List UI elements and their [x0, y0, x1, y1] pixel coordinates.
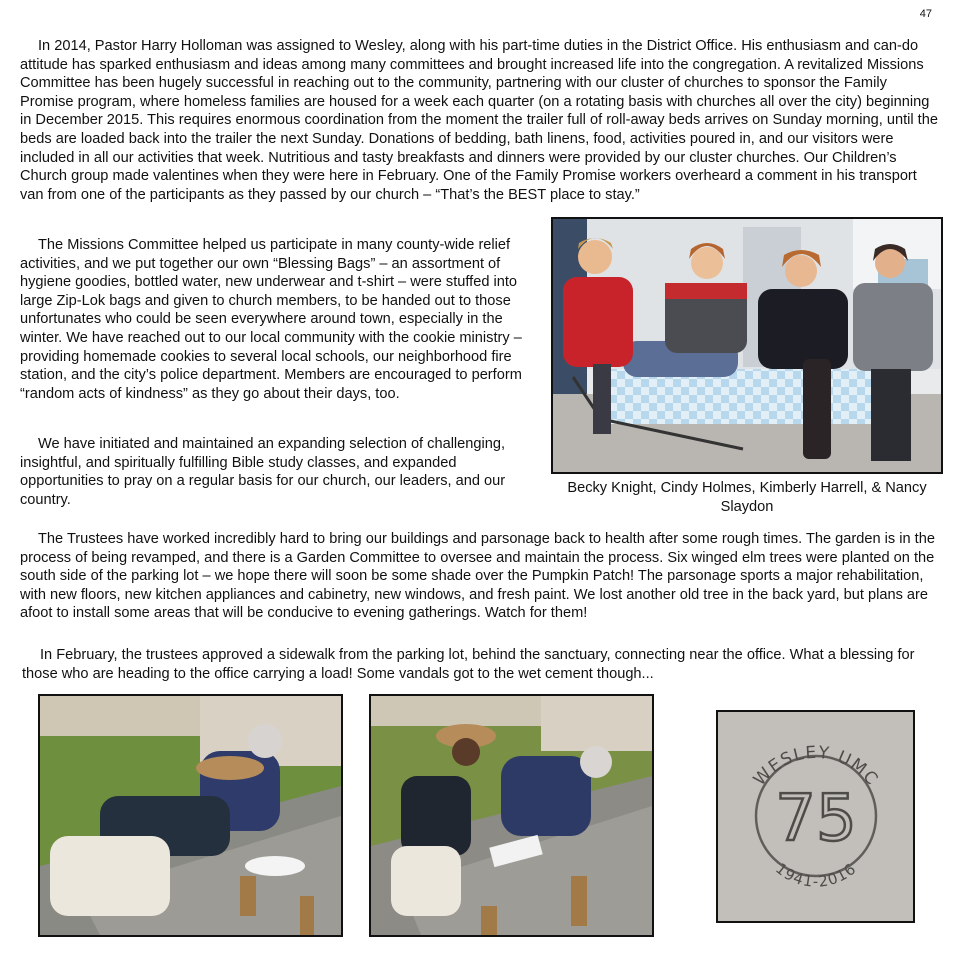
seal-top-text: WESLEY UMC: [749, 742, 883, 790]
sidewalk-photo-left: [38, 694, 343, 937]
group-photo: [551, 217, 943, 474]
sidewalk-photo-middle: [369, 694, 654, 937]
cement-inscription-photo: [716, 710, 915, 923]
paragraph-bible-study: We have initiated and maintained an expanding selection of challenging, insightful, and spiritually fulfilling Bible study classes, and expanded opportunities to pray on a regular basis for our church, our leaders, and our country.: [20, 436, 506, 508]
page-number: 47: [919, 8, 932, 20]
seal-number: 75: [775, 782, 857, 856]
paragraph-sidewalk: In February, the trustees approved a sidewalk from the parking lot, behind the sanctuary, connecting near the office. What a blessing for those who are heading to the office carrying a load! Some vandals got to the wet cement though...: [22, 647, 915, 682]
paragraph-trustees: The Trustees have worked incredibly hard to bring our buildings and parsonage back to health after some rough times. The garden is in the process of being revamped, and there is a Garden Committee to oversee and maintain the process. Six winged elm trees were planted on the south side of the parking lot – we hope there will soon be some shade over the Pumpkin Patch! The parsonage sports a major rehabilitation, with new floors, new kitchen appliances and cabinetry, new windows, and fresh paint. We lost another old tree in the back yard, but plans are afoot to install some areas that will be conducive to evening gatherings. Watch for them!: [20, 531, 935, 622]
seal-years: 1941-2016: [772, 859, 860, 891]
paragraph-pastor: In 2014, Pastor Harry Holloman was assigned to Wesley, along with his part-time duties in the District Office. His enthusiasm and can-do attitude has sparked enthusiasm and ideas among many committees and brought increased life into the congregation. A revitalized Missions Committee has been hugely successful in reaching out to the community, partnering with our cluster of churches to sponsor the Family Promise program, where homeless families are housed for a week each quarter (on a rotating basis with churches all over the city) beginning in December 2015. This requires enormous coordination from the moment the trailer full of roll-away beds arrives on Sunday morning, until the beds are loaded back into the trailer the next Sunday. Donations of bedding, bath linens, food, activities poured in, and our visitors were included in all our activities that week. Nutritious and tasty breakfasts and dinners were provided by our cluster churches. Our Children’s Church group made valentines when they were here in February. One of the Family Promise workers overheard a comment in his transport van from one of the participants as they passed by our church – “That’s the BEST place to stay.”: [20, 38, 938, 203]
photo-caption: Becky Knight, Cindy Holmes, Kimberly Harrell, & Nancy Slaydon: [567, 480, 927, 515]
paragraph-missions: The Missions Committee helped us participate in many county-wide relief activities, and we put together our own “Blessing Bags” – an assortment of hygiene goodies, bottled water, new underwear and t-shirt – were stuffed into large Zip-Lok bags and given to church members, to be handed out to those unfortunates who could be seen everywhere around town, especially in the winter. We have reached out to our local community with the cookie ministry – providing homemade cookies to several local schools, our neighborhood fire station, and the city’s police department. Members are encouraged to perform “random acts of kindness” as they go about their days, too.: [20, 237, 522, 402]
